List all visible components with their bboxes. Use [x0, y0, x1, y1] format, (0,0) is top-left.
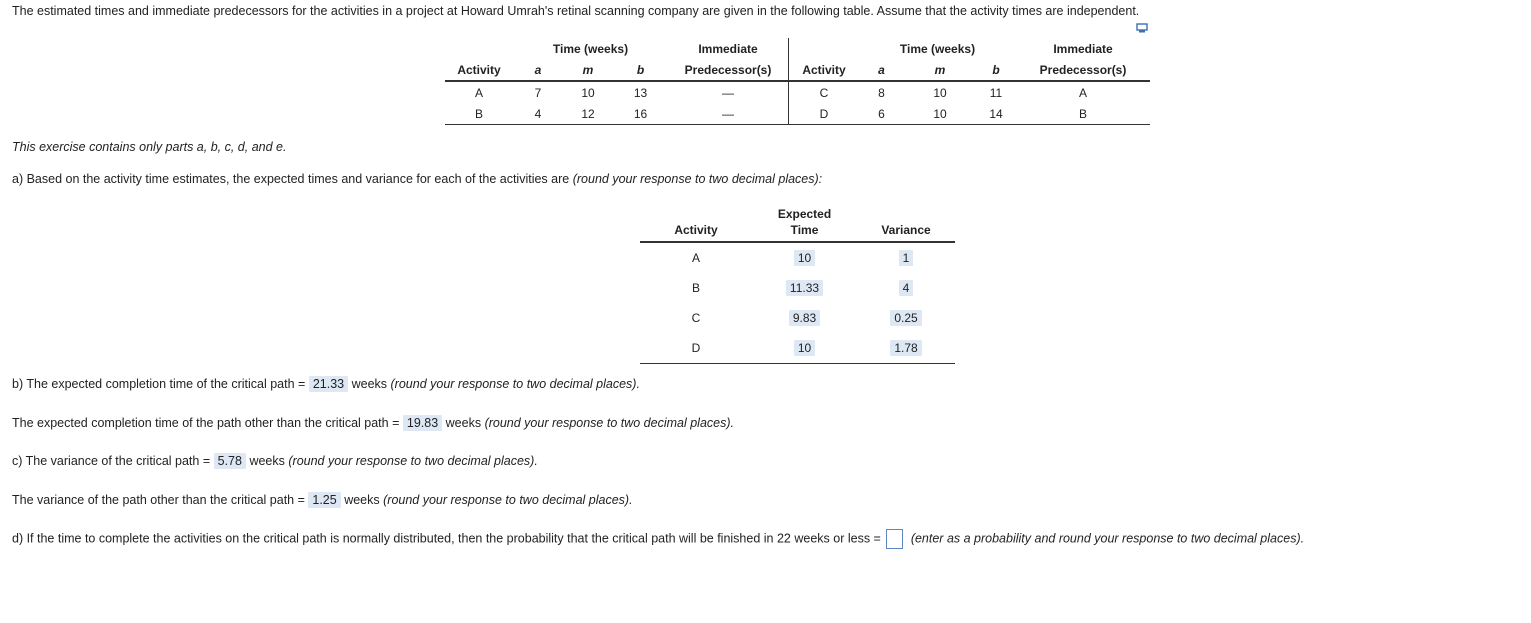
time-weeks-header: Time (weeks)	[552, 41, 629, 56]
m-cell: 10	[904, 103, 976, 125]
variance-answer[interactable]: 4	[899, 280, 914, 296]
b-header: b	[613, 59, 668, 81]
result-activity-cell: C	[691, 311, 701, 325]
activity-cell: D	[789, 103, 860, 125]
part-c1-hint: (round your response to two decimal places).	[288, 454, 538, 468]
variance-answer[interactable]: 1.78	[890, 340, 921, 356]
part-a-hint: (round your response to two decimal places):	[572, 172, 823, 186]
predecessor-header: Predecessor(s)	[668, 59, 789, 81]
part-c2-unit: weeks	[344, 493, 380, 507]
part-c1-unit: weeks	[249, 454, 285, 468]
activity-cell: A	[474, 85, 483, 100]
immediate-header-right: Immediate	[1053, 41, 1113, 56]
time-weeks-header-right: Time (weeks)	[899, 41, 976, 56]
expected-header-line1: Expected	[777, 207, 832, 221]
critical-path-variance-answer[interactable]: 5.78	[214, 453, 246, 469]
part-b1-hint: (round your response to two decimal places).	[390, 377, 640, 391]
a-cell: 6	[859, 103, 904, 125]
part-b2-question	[12, 415, 734, 431]
activity-header: Activity	[445, 59, 513, 81]
variance-answer[interactable]: 0.25	[890, 310, 921, 326]
m-header-right: m	[904, 59, 976, 81]
parts-note: This exercise contains only parts a, b, c, d, and e.	[12, 140, 287, 154]
part-c1-question	[12, 453, 538, 469]
predecessor-cell: A	[1078, 85, 1087, 100]
expected-time-answer[interactable]: 10	[794, 340, 815, 356]
part-a-text: a) Based on the activity time estimates, the expected times and variance for each of the activities are	[12, 172, 570, 186]
table-row	[640, 303, 955, 333]
print-icon[interactable]	[1136, 23, 1148, 33]
part-c1-text: c) The variance of the critical path =	[12, 454, 211, 468]
a-header: a	[513, 59, 563, 81]
table-row	[445, 103, 1150, 125]
other-path-time-answer[interactable]: 19.83	[403, 415, 442, 431]
table-row	[640, 273, 955, 303]
probability-answer-input[interactable]	[886, 529, 903, 549]
a-cell: 4	[513, 103, 563, 125]
b-cell: 11	[989, 85, 1003, 100]
part-d-text: d) If the time to complete the activities on the critical path is normally distributed, then the probability that the critical path will be finished in 22 weeks or less =	[12, 531, 881, 546]
part-a-question	[12, 172, 822, 186]
predecessor-cell: —	[722, 85, 734, 100]
activity-cell: C	[789, 81, 860, 103]
expected-time-header	[752, 204, 857, 242]
result-activity-header: Activity	[640, 204, 752, 242]
m-cell: 10	[933, 85, 947, 100]
other-path-variance-answer[interactable]: 1.25	[308, 492, 340, 508]
part-c2-hint: (round your response to two decimal places).	[383, 493, 633, 507]
table-row	[640, 242, 955, 273]
activity-time-table	[445, 38, 1150, 125]
expected-header-line2: Time	[790, 223, 819, 237]
intro-text: The estimated times and immediate predecessors for the activities in a project at Howard Umrah's retinal scanning company are given in the following table. Assume that the activity times are independent.	[12, 4, 1140, 18]
part-c2-question	[12, 492, 633, 508]
a-cell: 8	[878, 85, 885, 100]
part-c2-text: The variance of the path other than the critical path =	[12, 493, 305, 507]
part-b1-unit: weeks	[351, 377, 388, 391]
part-b2-hint: (round your response to two decimal places).	[484, 416, 734, 430]
part-b1-text: b) The expected completion time of the critical path =	[12, 377, 306, 391]
b-cell: 16	[613, 103, 668, 125]
expected-time-answer[interactable]: 10	[794, 250, 815, 266]
table-row	[640, 333, 955, 364]
table-row	[445, 81, 1150, 103]
expected-time-variance-table	[640, 204, 955, 364]
b-header-right: b	[976, 59, 1016, 81]
a-cell: 7	[534, 85, 542, 100]
part-b2-unit: weeks	[445, 416, 482, 430]
part-b2-text: The expected completion time of the path other than the critical path =	[12, 416, 400, 430]
critical-path-time-answer[interactable]: 21.33	[309, 376, 348, 392]
part-d-hint: (enter as a probability and round your response to two decimal places).	[910, 531, 1305, 546]
part-d-question	[12, 529, 1304, 549]
predecessor-header-right: Predecessor(s)	[1016, 59, 1150, 81]
predecessor-cell: —	[668, 103, 789, 125]
m-cell: 12	[563, 103, 613, 125]
variance-header: Variance	[857, 204, 955, 242]
variance-answer[interactable]: 1	[899, 250, 914, 266]
b-cell: 14	[976, 103, 1016, 125]
result-activity-cell: A	[691, 251, 700, 265]
m-cell: 10	[581, 85, 595, 100]
result-activity-cell: D	[640, 333, 752, 364]
immediate-header: Immediate	[698, 41, 758, 56]
expected-time-answer[interactable]: 11.33	[786, 280, 823, 296]
activity-cell: B	[445, 103, 513, 125]
m-header: m	[563, 59, 613, 81]
b-cell: 13	[633, 85, 648, 100]
a-header-right: a	[859, 59, 904, 81]
predecessor-cell: B	[1016, 103, 1150, 125]
part-b1-question	[12, 376, 640, 392]
activity-header-right: Activity	[789, 59, 860, 81]
result-activity-cell: B	[691, 281, 700, 295]
expected-time-answer[interactable]: 9.83	[789, 310, 820, 326]
